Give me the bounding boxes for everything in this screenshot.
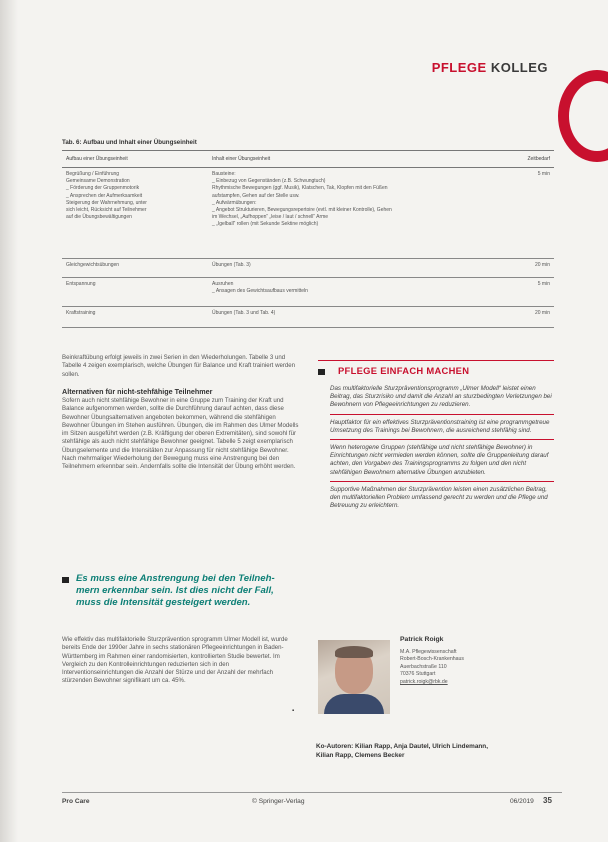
table-row (62, 259, 554, 278)
study-paragraph: Wie effektiv das multifaktorielle Sturzprävention sprogramm Ulmer Modell ist, wurde bereits Ende der 1990er Jahre in sechs stationären Pflegeeinrichtungen in Baden-Württemberg im Rahmen einer randomisierten, kontrollierten Studie bewertet. Im Vergleich zu den Kontrolleinrichtungen reduzierten sich in den Interventionseinrichtungen die Anzahl der Stürze und der Anzahl der mehrfach stürzenden Bewohner signifikant um ca. 45%. (62, 636, 288, 685)
sidebar-item: Hauptfaktor für ein effektives Sturzpräventionstraining ist eine programmgetreue Umsetzung des Trainings bei Bewohnern, die ausreichend stehfähig sind. (330, 419, 554, 440)
table-cell: Bausteine: _ Einbezug von Gegenständen (z.B. Schwungtuch) Rhythmische Bewegungen (ggf. Musik), Klatschen, Tak, Klopfen mit den Füßen aufstampfen, Gehen auf der Stelle usw. _ Aufwärmübungen: _ Angebot Strukturieren, Bewegungsrepertoire (evtl. mit kleiner Kontrolle), Gehen im Wechsel, „Aufhoppen“ „leise / laut / schnell“ Arme _ „Igelball“ rollen (mit Sekunde Sektine möglich) (208, 168, 506, 259)
pull-quote (62, 573, 275, 608)
author-email[interactable]: patrick.roigk@rbk.de (400, 678, 448, 685)
sidebar-box (330, 385, 554, 518)
footer-publisher: © Springer-Verlag (252, 798, 305, 805)
brand-kolleg: KOLLEG (490, 60, 548, 75)
sidebar-title: PFLEGE EINFACH MACHEN (338, 365, 470, 376)
table-cell: 5 min (506, 278, 554, 307)
table-cell: Ausruhen _ Ansagen des Gewichtsaufbaus vermitteln (208, 278, 506, 307)
author-line: Auerbachstraße 110 (400, 663, 447, 670)
sidebar-item: Supportive Maßnahmen der Sturzprävention leisten einen zusätzlichen Beitrag, den multifaktoriellen Problem umfassend gerecht zu werden und die Pflege und Betreuung zu erleichtern. (330, 485, 548, 510)
table-cell: Kraftstraining (62, 307, 208, 328)
exercise-table (62, 150, 554, 328)
table-row (62, 307, 554, 328)
brand-pflege: PFLEGE (431, 60, 487, 75)
sidebar-item: Das multifaktorielle Sturzpräventionsprogramm „Ulmer Modell“ leistet einen Beitrag, das Sturzrisiko und damit die Anzahl an sturzbedingten Verletzungen bei Bewohnern von Pflegeeinrichtungen zu reduzieren. (330, 385, 554, 415)
quote-line: mern erkennbar sein. Ist dies nicht der Fall, (76, 584, 274, 596)
author-hair (335, 646, 373, 658)
page-number: 35 (543, 796, 552, 805)
quote-line: muss die Intensität gesteigert werden. (76, 596, 251, 608)
section-subhead: Alternativen für nicht-stehfähige Teilnehmer (62, 387, 213, 396)
author-info (400, 649, 464, 686)
coauthor-line: Ko-Autoren: Kilian Rapp, Anja Dautel, Ulrich Lindemann, (316, 743, 488, 750)
table-cell: 20 min (506, 307, 554, 328)
table-col-zeit: Zeitbedarf (506, 151, 554, 168)
sidebar-marker-icon (318, 369, 325, 375)
author-name: Patrick Roigk (400, 636, 444, 643)
sidebar-rule (318, 360, 554, 361)
footer-rule (62, 792, 562, 793)
table-caption: Tab. 6: Aufbau und Inhalt einer Übungseinheit (62, 139, 197, 146)
table-cell: Begrüßung / Einführung Gemeinsame Demonstration _ Förderung der Gruppenmotorik _ Ansprechen der Aufmerksamkeit Steigerung der Wahrnehmung, unter sich leicht, Rücksicht auf Teilnehmer auf die Übungsbewältigungen (62, 168, 208, 259)
scan-shadow (0, 0, 18, 842)
quote-line: Es muss eine Anstrengung bei den Teilneh- (76, 573, 275, 584)
author-line: Robert-Bosch-Krankenhaus (400, 656, 465, 663)
author-photo (318, 640, 390, 714)
table-cell: 20 min (506, 259, 554, 278)
author-line: M.A. Pflegewissenschaft (400, 649, 457, 655)
table-header-row (62, 151, 554, 168)
table-cell: 5 min (506, 168, 554, 259)
author-line: 70376 Stuttgart (400, 671, 436, 678)
sidebar-item: Wenn heterogene Gruppen (stehfähige und nicht stehfähige Bewohner) in Einrichtungen nicht vermieden werden können, sollte die Gruppenleitung darauf achten, den Vorgaben des Trainingsprogramms zu folgen und den nicht stehfähigen Bewohnern alternative Übungen anzubieten. (330, 444, 554, 482)
table-col-inhalt: Inhalt einer Übungseinheit (208, 151, 506, 168)
table-col-aufbau: Aufbau einer Übungseinheit (62, 151, 208, 168)
intro-paragraph: Beinkraftübung erfolgt jeweils in zwei Serien in den Wiederholungen. Tabelle 3 und Tabelle 4 zeigen exemplarisch, welche Übungen für Balance und Kraft trainiert werden sollen. (62, 354, 296, 378)
table-cell: Übungen (Tab. 3 und Tab. 4) (208, 307, 506, 328)
footer-journal: Pro Care (62, 798, 90, 805)
coauthor-line: Kilian Rapp, Clemens Becker (316, 752, 405, 759)
section-brand (432, 60, 548, 75)
body-paragraph: Sofern auch nicht stehfähige Bewohner in eine Gruppe zum Training der Kraft und Balance aufgenommen werden, sollte die Durchführung darauf achten, dass diese Bewohner Übungsalternativen angeboten bekommen, während die stehfähigen Bewohner Übungen im Stehen ausführen. Übungen, die im Rahmen des Ulmer Modells im Sitzen ausgeführt werden (z.B. Kräftigung der oberen Extremitäten), sind sowohl für stehfähige als auch nicht stehfähige Bewohner geeignet. Tabelle 5 zeigt exemplarisch Übungselemente und die Intensitäten zur Anpassung für nicht stehfähige Bewohner. Nach mehrmaliger Wiederholung der Bewegung muss eine Anstrengung bei den Teilnehmern erkennbar sein. Andernfalls sollte die Intensität der Übung erhöht werden. (62, 397, 299, 471)
table-cell: Gleichgewichtsübungen (62, 259, 208, 278)
table-row (62, 168, 554, 259)
table-cell: Entspannung (62, 278, 208, 307)
brand-arc-icon (558, 70, 608, 162)
end-mark-icon: ▪ (292, 708, 295, 714)
coauthors (316, 742, 488, 760)
table-cell: Übungen (Tab. 3) (208, 259, 506, 278)
table-row (62, 278, 554, 307)
author-shirt (324, 694, 384, 714)
footer-issue: 06/2019 (510, 798, 534, 805)
